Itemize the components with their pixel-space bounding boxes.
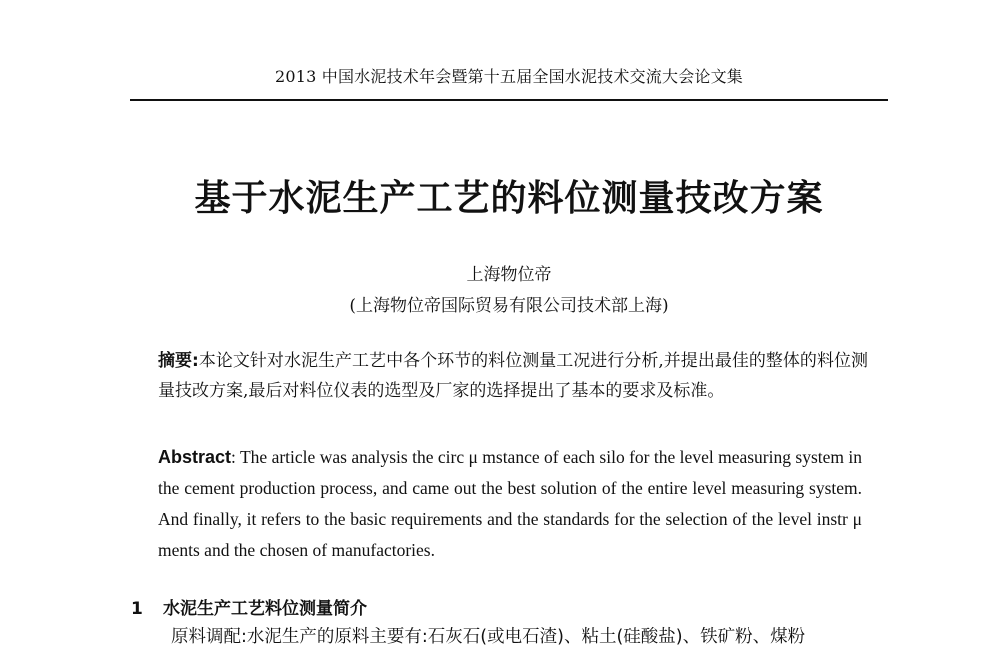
abstract-chinese [158, 346, 868, 406]
abstract-english-label: Abstract [158, 447, 232, 467]
abstract-english [158, 442, 862, 566]
section-title: 水泥生产工艺料位测量简介 [163, 599, 367, 619]
body-paragraph: 原料调配:水泥生产的原料主要有:石灰石(或电石渣)、粘土(硅酸盐)、铁矿粉、煤粉 [171, 627, 806, 647]
abstract-chinese-label: 摘要: [158, 351, 199, 371]
running-header: 2013 中国水泥技术年会暨第十五届全国水泥技术交流大会论文集 [274, 67, 743, 86]
header-rule [130, 99, 888, 101]
abstract-chinese-text: 本论文针对水泥生产工艺中各个环节的料位测量工况进行分析,并提出最佳的整体的料位测量技改方案,最后对料位仪表的选型及厂家的选择提出了基本的要求及标准。 [158, 351, 868, 401]
affiliation: (上海物位帝国际贸易有限公司技术部上海) [349, 296, 669, 316]
abstract-english-text: The article was analysis the circ μ mstance of each silo for the level measuring system in the cement production process, and came out the best solution of the entire level measuring system. And finally, it refers to the basic requirements and the standards for the selection of the level instr μ ments and the chosen of manufactories. [158, 447, 863, 560]
paper-title: 基于水泥生产工艺的料位测量技改方案 [194, 178, 824, 219]
section-number: 1 [131, 599, 143, 619]
author: 上海物位帝 [466, 265, 552, 285]
section-heading [131, 594, 871, 619]
abstract-english-separator: : [231, 447, 240, 467]
